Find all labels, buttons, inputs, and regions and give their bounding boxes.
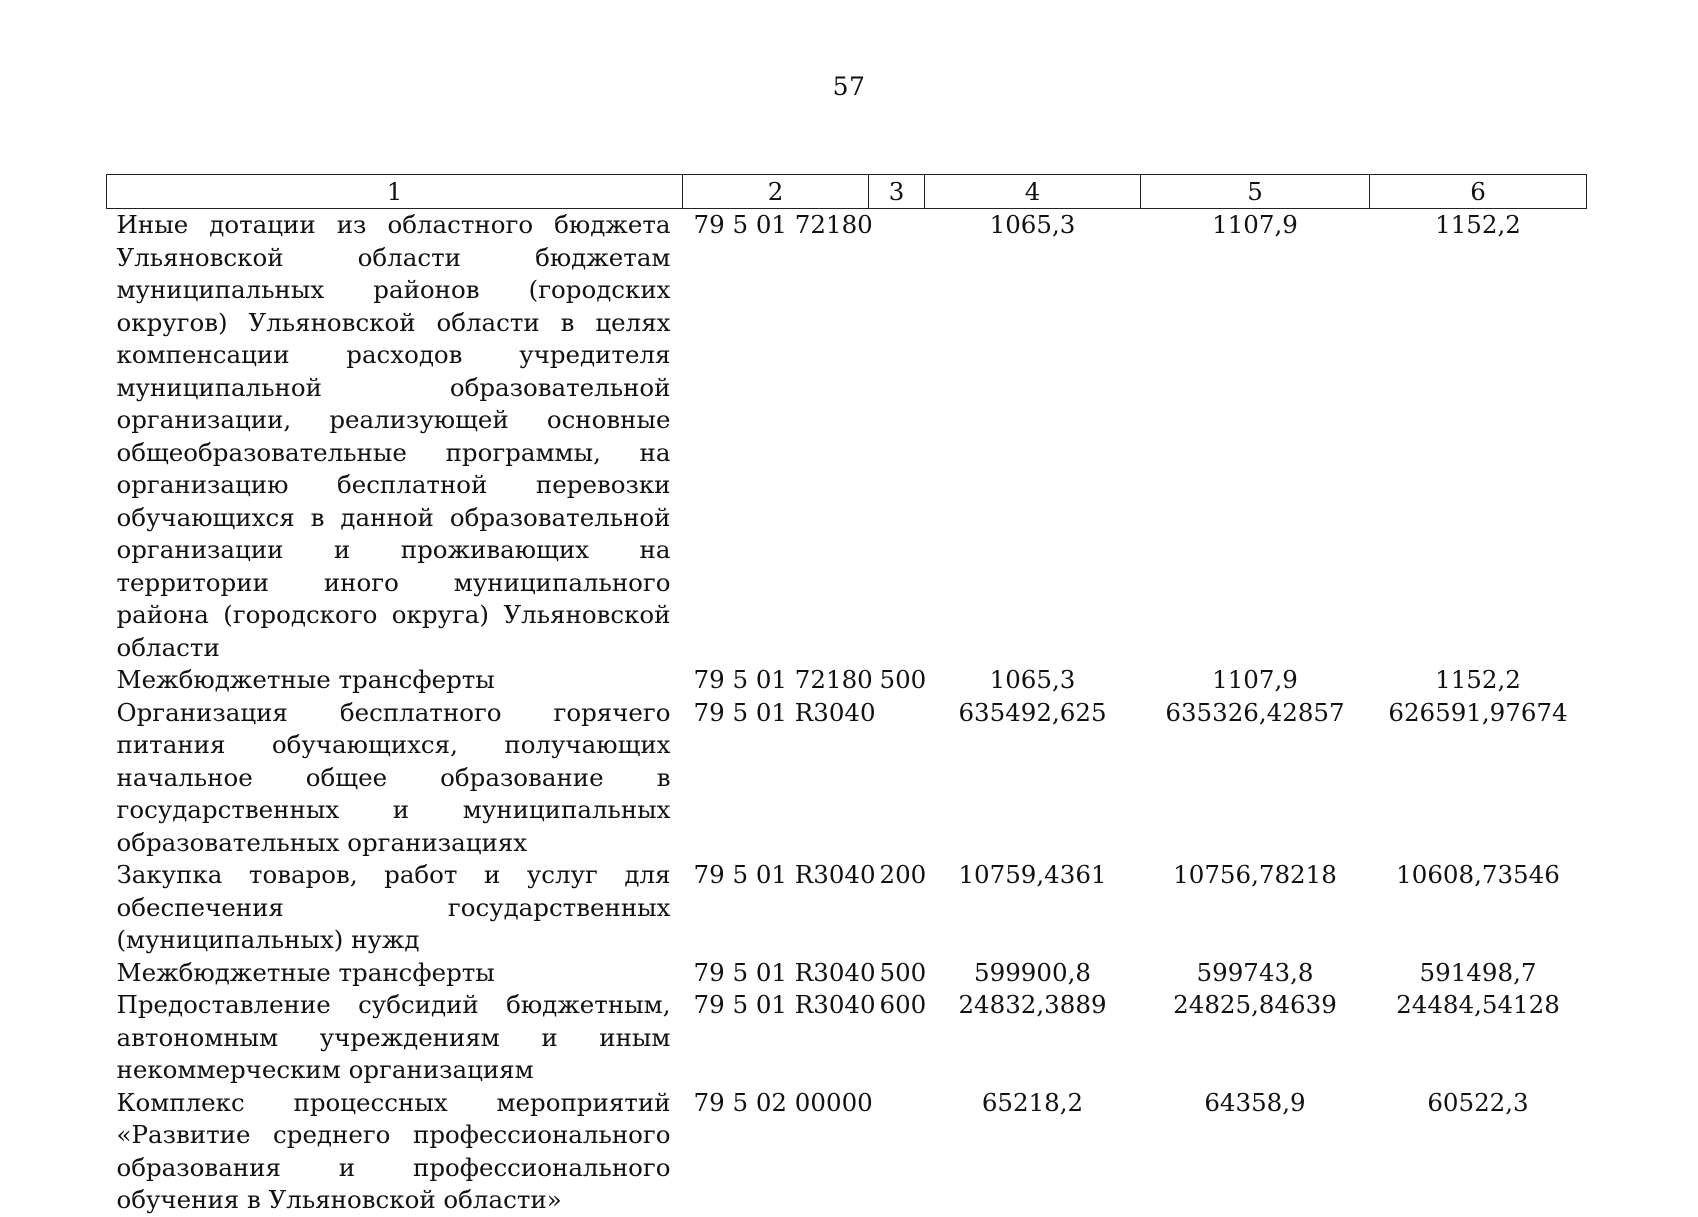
- row-code: 79 5 01 R3040: [693, 697, 876, 727]
- row-value-col6: 1152,2: [1435, 665, 1521, 694]
- table-row: [107, 1087, 1587, 1217]
- row-value-col5: 64358,9: [1204, 1087, 1306, 1117]
- row-expense-type: 500: [879, 957, 927, 987]
- row-code: 79 5 01 R3040: [693, 860, 876, 889]
- row-name: Иные дотации из областного бюджета Ульяновской области бюджетам муниципальных районов (городских округов) Ульяновской области в целях компенсации расходов учредителя муниципальной образовательной организации, реализующей основные общеобразовательные программы, на организацию бесплатной перевозки обучающихся в данной образовательной организации и проживающих на территории иного муниципального района (городского округа) Ульяновской области: [116, 210, 671, 662]
- header-row: [107, 175, 1587, 209]
- row-value-col5: 635326,42857: [1165, 697, 1345, 727]
- budget-table: [106, 174, 1587, 1217]
- row-name: Предоставление субсидий бюджетным, автономным учреждениям и иным некоммерческим организациям: [116, 990, 671, 1084]
- row-value-col5: 1107,9: [1212, 665, 1298, 694]
- table-row: [107, 989, 1587, 1087]
- row-value-col4: 10759,4361: [958, 860, 1107, 889]
- row-name: Организация бесплатного горячего питания обучающихся, получающих начальное общее образование в государственных и муниципальных образовательных организациях: [116, 697, 671, 857]
- row-value-col4: 24832,3889: [958, 990, 1107, 1019]
- row-name: Закупка товаров, работ и услуг для обеспечения государственных (муниципальных) нужд: [116, 860, 671, 954]
- row-name: Межбюджетные трансферты: [116, 957, 495, 987]
- row-value-col4: 1065,3: [989, 665, 1076, 694]
- row-expense-type: [869, 697, 925, 860]
- page-number: 57: [832, 72, 866, 101]
- row-expense-type: 200: [879, 860, 927, 889]
- header-col-5: 5: [1141, 175, 1370, 209]
- row-code: 79 5 01 72180: [693, 210, 873, 239]
- header-col-4: 4: [925, 175, 1141, 209]
- table-row: [107, 859, 1587, 957]
- header-col-1: 1: [107, 175, 683, 209]
- row-expense-type: [869, 209, 925, 665]
- row-value-col5: 24825,84639: [1173, 990, 1337, 1019]
- row-name: Межбюджетные трансферты: [116, 665, 495, 694]
- row-value-col6: 1152,2: [1435, 210, 1521, 239]
- row-value-col6: 626591,97674: [1388, 697, 1568, 727]
- row-value-col5: 599743,8: [1196, 957, 1314, 987]
- table-row: [107, 209, 1587, 665]
- row-expense-type: [869, 1087, 925, 1217]
- row-value-col6: 24484,54128: [1396, 990, 1560, 1019]
- row-value-col4: 1065,3: [989, 210, 1076, 239]
- header-col-2: 2: [683, 175, 869, 209]
- header-col-6: 6: [1370, 175, 1587, 209]
- row-code: 79 5 01 R3040: [693, 990, 876, 1019]
- row-value-col4: 65218,2: [981, 1087, 1084, 1117]
- table-row: [107, 957, 1587, 990]
- row-code: 79 5 02 00000: [693, 1087, 873, 1117]
- table-row: [107, 697, 1587, 860]
- row-code: 79 5 01 R3040: [693, 957, 876, 987]
- row-value-col6: 591498,7: [1419, 957, 1537, 987]
- row-value-col6: 60522,3: [1427, 1087, 1529, 1117]
- table-body: [107, 209, 1587, 1217]
- row-value-col4: 635492,625: [958, 697, 1107, 727]
- header-col-3: 3: [869, 175, 925, 209]
- row-name: Комплекс процессных мероприятий «Развитие среднего профессионального образования и профессионального обучения в Ульяновской области»: [116, 1087, 671, 1214]
- row-code: 79 5 01 72180: [693, 665, 873, 694]
- row-value-col6: 10608,73546: [1396, 860, 1560, 889]
- table-header: [107, 175, 1587, 209]
- row-value-col5: 10756,78218: [1173, 860, 1337, 889]
- row-value-col5: 1107,9: [1212, 210, 1298, 239]
- row-expense-type: 600: [879, 990, 927, 1019]
- row-expense-type: 500: [879, 665, 927, 694]
- row-value-col4: 599900,8: [974, 957, 1091, 987]
- table-row: [107, 664, 1587, 697]
